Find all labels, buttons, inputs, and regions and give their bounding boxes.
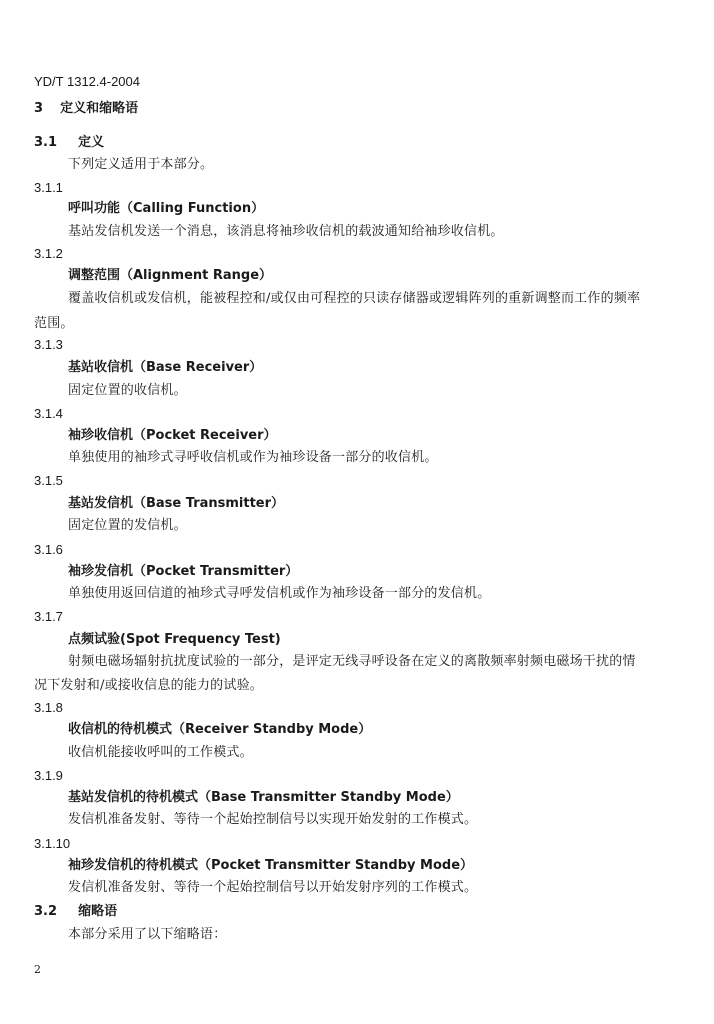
subsection-heading [34, 135, 104, 151]
section-title: 定义和缩略语 [60, 101, 139, 116]
clause-number: 3.1.6 [34, 542, 63, 557]
term-heading: 收信机的待机模式（Receiver Standby Mode） [68, 722, 372, 737]
term-definition: 基站发信机发送一个消息，该消息将袖珍收信机的载波通知给袖珍收信机。 [68, 224, 504, 239]
term-definition: 射频电磁场辐射抗扰度试验的一部分，是评定无线寻呼设备在定义的离散频率射频电磁场干扰的情 [68, 654, 636, 669]
subsection-intro: 下列定义适用于本部分。 [68, 157, 214, 172]
term-definition: 单独使用返回信道的袖珍式寻呼发信机或作为袖珍设备一部分的发信机。 [68, 586, 491, 601]
clause-number: 3.1.9 [34, 768, 63, 783]
document-code: YD/T 1312.4-2004 [34, 74, 140, 89]
clause-number: 3.1.1 [34, 180, 63, 195]
clause-number: 3.1.10 [34, 836, 71, 851]
subsection-intro: 本部分采用了以下缩略语： [68, 927, 227, 942]
term-heading: 袖珍发信机（Pocket Transmitter） [68, 564, 299, 579]
term-definition: 固定位置的发信机。 [68, 518, 187, 533]
term-heading: 调整范围（Alignment Range） [68, 268, 273, 283]
term-heading: 点频试验(Spot Frequency Test) [68, 632, 281, 647]
term-heading: 基站发信机（Base Transmitter） [68, 496, 285, 511]
term-definition: 固定位置的收信机。 [68, 383, 187, 398]
section-number: 3 [34, 101, 44, 116]
subsection-heading [34, 904, 117, 920]
clause-number: 3.1.7 [34, 609, 63, 624]
clause-number: 3.1.4 [34, 406, 63, 421]
clause-number: 3.1.3 [34, 337, 63, 352]
clause-number: 3.1.5 [34, 473, 63, 488]
subsection-title: 定义 [78, 135, 105, 150]
term-definition: 发信机准备发射、等待一个起始控制信号以开始发射序列的工作模式。 [68, 880, 478, 895]
term-heading: 呼叫功能（Calling Function） [68, 201, 265, 216]
term-heading: 袖珍收信机（Pocket Receiver） [68, 428, 277, 443]
subsection-number: 3.1 [34, 135, 58, 150]
term-definition-continued: 况下发射和/或接收信息的能力的试验。 [34, 678, 263, 693]
clause-number: 3.1.2 [34, 246, 63, 261]
term-definition: 单独使用的袖珍式寻呼收信机或作为袖珍设备一部分的收信机。 [68, 450, 438, 465]
subsection-number: 3.2 [34, 904, 58, 919]
term-heading: 基站发信机的待机模式（Base Transmitter Standby Mode） [68, 790, 459, 805]
clause-number: 3.1.8 [34, 700, 63, 715]
term-definition-continued: 范围。 [34, 316, 74, 331]
term-definition: 发信机准备发射、等待一个起始控制信号以实现开始发射的工作模式。 [68, 812, 478, 827]
term-definition: 覆盖收信机或发信机，能被程控和/或仅由可程控的只读存储器或逻辑阵列的重新调整而工作的频率 [68, 291, 641, 306]
subsection-title: 缩略语 [78, 904, 118, 919]
term-heading: 袖珍发信机的待机模式（Pocket Transmitter Standby Mode） [68, 858, 474, 873]
page-number: 2 [34, 963, 41, 976]
section-heading [34, 101, 138, 117]
term-heading: 基站收信机（Base Receiver） [68, 360, 263, 375]
term-definition: 收信机能接收呼叫的工作模式。 [68, 745, 253, 760]
